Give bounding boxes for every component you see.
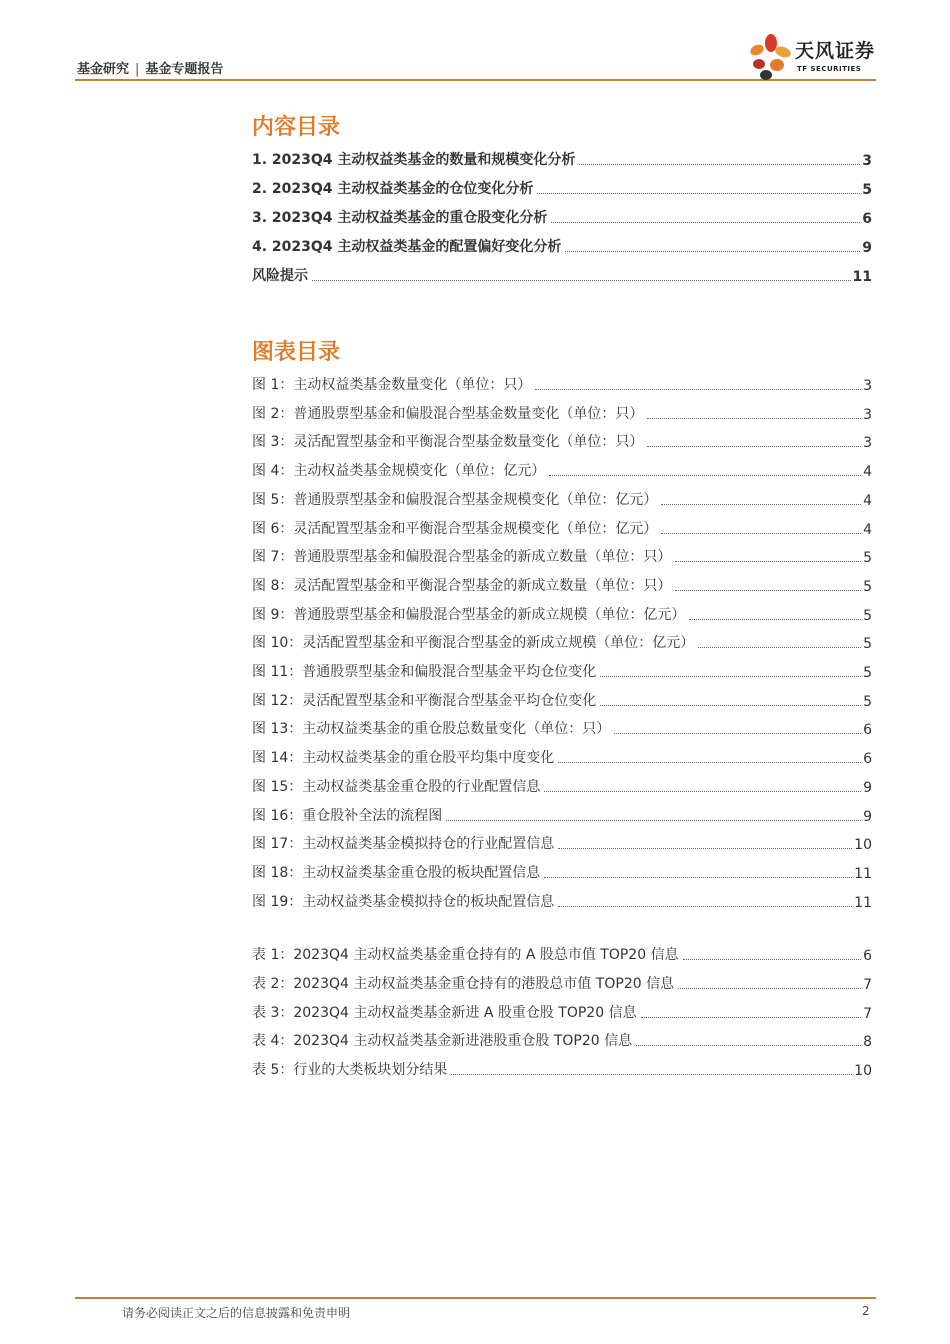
figure-entry[interactable] [252,690,872,710]
leader-dots [544,790,861,792]
toc-entry[interactable] [252,236,872,256]
toc-entry-page: 5 [862,182,872,198]
leader-dots [312,279,851,281]
toc-entry-page: 3 [862,153,872,169]
toc-entry-text: 1. 2023Q4 主动权益类基金的数量和规模变化分析 [252,152,576,168]
footer-disclaimer: 请务必阅读正文之后的信息披露和免责申明 [122,1306,351,1320]
table-entry-text: 表 3：2023Q4 主动权益类基金新进 A 股重仓股 TOP20 信息 [252,1004,637,1021]
figure-entry-page: 4 [863,492,872,509]
table-entry-page: 7 [863,1005,872,1022]
figure-entry[interactable] [252,460,872,480]
leader-dots [535,388,861,390]
figure-entry-page: 3 [863,378,872,394]
leader-dots [661,532,861,534]
figure-entry[interactable] [252,718,872,738]
table-entry-text: 表 4：2023Q4 主动权益类基金新进港股重仓股 TOP20 信息 [252,1033,633,1050]
toc-entry[interactable] [252,265,872,285]
figure-entry-text: 图 3：灵活配置型基金和平衡混合型基金数量变化（单位：只） [252,434,644,451]
flower-logo-icon [747,30,793,82]
figure-entry-page: 5 [863,665,872,681]
table-entry-page: 7 [863,976,872,993]
table-entry-page: 6 [863,948,872,964]
figure-entry-text: 图 7：普通股票型基金和偏股混合型基金的新成立数量（单位：只） [252,549,672,566]
figure-entry-text: 图 14：主动权益类基金的重仓股平均集中度变化 [252,750,555,767]
leader-dots [544,876,852,878]
toc-entry[interactable] [252,149,872,169]
figure-entry-text: 图 18：主动权益类基金重仓股的板块配置信息 [252,864,541,881]
figure-entry-text: 图 13：主动权益类基金的重仓股总数量变化（单位：只） [252,721,611,738]
leader-dots [565,250,860,252]
table-entry-text: 表 5：行业的大类板块划分结果 [252,1062,448,1079]
toc-entry-text: 4. 2023Q4 主动权益类基金的配置偏好变化分析 [252,239,562,255]
leader-dots [689,618,861,620]
leader-dots [647,445,861,447]
leader-dots [698,646,861,648]
figure-entry-page: 11 [854,894,872,911]
leader-dots [549,474,861,476]
footer-divider [75,1297,876,1299]
figure-entry[interactable] [252,518,872,538]
figure-entry[interactable] [252,403,872,423]
figure-entry[interactable] [252,776,872,796]
leader-dots [600,675,861,677]
toc-entry-page: 6 [862,211,872,227]
figure-entry-page: 5 [863,550,872,567]
figure-entry-page: 9 [863,808,872,825]
figure-entry-text: 图 8：灵活配置型基金和平衡混合型基金的新成立数量（单位：只） [252,577,672,594]
toc-entry-text: 3. 2023Q4 主动权益类基金的重仓股变化分析 [252,210,548,226]
leader-dots [446,819,861,821]
header-separator: | [135,62,140,77]
table-entry[interactable] [252,944,872,964]
figure-entry[interactable] [252,805,872,825]
toc-entry[interactable] [252,178,872,198]
content-toc-title: 内容目录 [252,115,341,140]
figure-entry-text: 图 6：灵活配置型基金和平衡混合型基金规模变化（单位：亿元） [252,520,658,537]
table-entry[interactable] [252,973,872,993]
logo-subtitle: TF SECURITIES [797,65,862,73]
leader-dots [579,163,860,165]
figure-entry-page: 10 [854,837,872,854]
leader-dots [683,958,862,960]
leader-dots [661,503,861,505]
company-logo [747,30,877,80]
figure-entry-text: 图 15：主动权益类基金重仓股的行业配置信息 [252,778,541,795]
figure-entry[interactable] [252,891,872,911]
leader-dots [647,417,861,419]
figure-entry-text: 图 1：主动权益类基金数量变化（单位：只） [252,377,532,393]
figure-entry-text: 图 4：主动权益类基金规模变化（单位：亿元） [252,463,546,480]
figure-entry[interactable] [252,374,872,394]
header-breadcrumb [77,58,223,77]
figure-entry-text: 图 16：重仓股补全法的流程图 [252,807,443,824]
figure-entry-text: 图 12：灵活配置型基金和平衡混合型基金平均仓位变化 [252,692,597,709]
logo-name: 天风证券 [795,40,876,62]
figure-entry[interactable] [252,661,872,681]
figure-entry-page: 3 [863,435,872,452]
figure-entry[interactable] [252,431,872,451]
leader-dots [675,560,861,562]
leader-dots [558,761,861,763]
leader-dots [558,847,852,849]
leader-dots [641,1016,862,1018]
figure-entry-text: 图 11：普通股票型基金和偏股混合型基金平均仓位变化 [252,664,597,680]
header-dept: 基金研究 [77,62,130,77]
figure-entry[interactable] [252,604,872,624]
figure-entry-text: 图 2：普通股票型基金和偏股混合型基金数量变化（单位：只） [252,405,644,422]
table-entry[interactable] [252,1030,872,1050]
figure-entry-text: 图 17：主动权益类基金模拟持仓的行业配置信息 [252,836,555,853]
figure-entry-page: 4 [863,521,872,538]
figure-entry-page: 9 [863,779,872,796]
figure-entry[interactable] [252,489,872,509]
page-number: 2 [862,1304,870,1318]
figure-entry[interactable] [252,546,872,566]
figure-entry[interactable] [252,862,872,882]
figure-entry-page: 6 [863,751,872,768]
figure-entry[interactable] [252,747,872,767]
figure-entry-page: 6 [863,722,872,739]
figure-entry-page: 4 [863,464,872,481]
table-entry-page: 8 [863,1034,872,1051]
figure-entry[interactable] [252,833,872,853]
leader-dots [537,192,860,194]
figure-entry-text: 图 5：普通股票型基金和偏股混合型基金规模变化（单位：亿元） [252,491,658,508]
figure-entry-page: 11 [854,865,872,882]
figure-entry-page: 3 [863,406,872,423]
leader-dots [551,221,860,223]
toc-entry[interactable] [252,207,872,227]
table-entry-text: 表 2：2023Q4 主动权益类基金重仓持有的港股总市值 TOP20 信息 [252,975,675,992]
leader-dots [451,1073,852,1075]
toc-entry-page: 9 [862,240,872,256]
figure-toc-title: 图表目录 [252,340,341,365]
table-entry-text: 表 1：2023Q4 主动权益类基金重仓持有的 A 股总市值 TOP20 信息 [252,947,679,963]
figure-entry-text: 图 19：主动权益类基金模拟持仓的板块配置信息 [252,893,555,910]
toc-entry-text: 风险提示 [252,268,308,284]
leader-dots [678,987,861,989]
figure-entry[interactable] [252,632,872,652]
figure-entry-page: 5 [863,607,872,624]
figure-entry[interactable] [252,575,872,595]
leader-dots [675,589,861,591]
table-entry-page: 10 [854,1063,872,1080]
figure-entry-text: 图 10：灵活配置型基金和平衡混合型基金的新成立规模（单位：亿元） [252,635,695,652]
toc-entry-text: 2. 2023Q4 主动权益类基金的仓位变化分析 [252,181,534,197]
figure-entry-page: 5 [863,636,872,653]
figure-entry-page: 5 [863,693,872,710]
table-entry[interactable] [252,1002,872,1022]
header-category: 基金专题报告 [145,62,224,77]
table-entry[interactable] [252,1059,872,1079]
leader-dots [600,704,861,706]
leader-dots [614,732,861,734]
leader-dots [636,1044,861,1046]
figure-entry-page: 5 [863,578,872,595]
leader-dots [558,905,852,907]
figure-entry-text: 图 9：普通股票型基金和偏股混合型基金的新成立规模（单位：亿元） [252,606,686,623]
toc-entry-page: 11 [852,269,872,285]
